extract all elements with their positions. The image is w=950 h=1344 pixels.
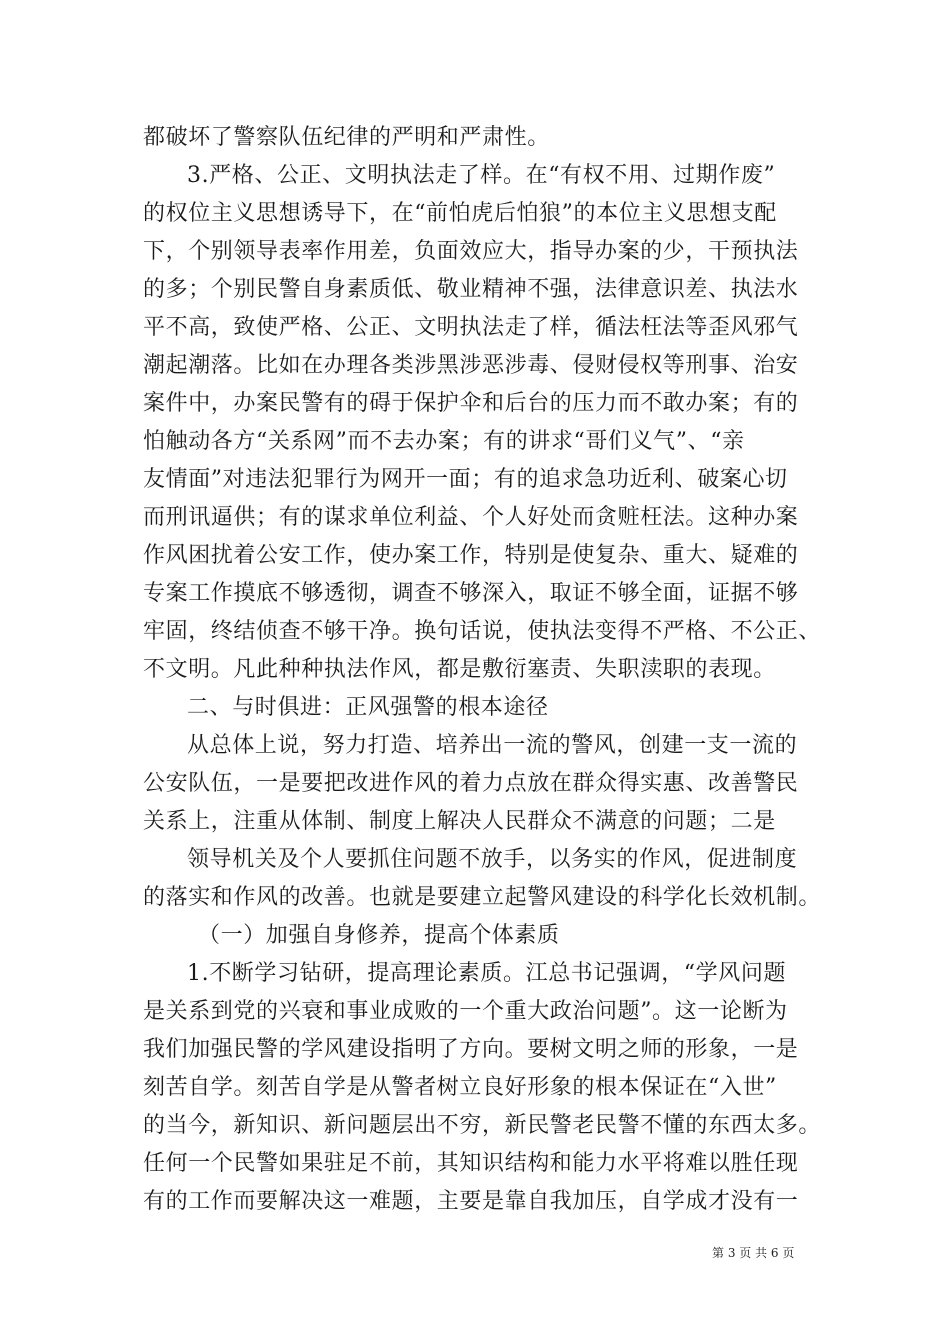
text-line: 不文明。凡此种种执法作风，都是敷衍塞责、失职渎职的表现。 <box>143 657 776 682</box>
text-line: 公安队伍，一是要把改进作风的着力点放在群众得实惠、改善警民 <box>143 771 799 796</box>
text-line: 的落实和作风的改善。也就是要建立起警风建设的科学化长效机制。 <box>143 885 822 910</box>
text-line: 的多；个别民警自身素质低、敬业精神不强，法律意识差、执法水 <box>143 277 799 302</box>
text-line: 友情面”对违法犯罪行为网开一面；有的追求急功近利、破案心切 <box>143 467 788 492</box>
text-line: 作风困扰着公安工作，使办案工作，特别是使复杂、重大、疑难的 <box>143 543 799 568</box>
text-line: 3.严格、公正、文明执法走了样。在“有权不用、过期作废” <box>187 163 776 188</box>
text-line: 牢固，终结侦查不够干净。换句话说，使执法变得不严格、不公正、 <box>143 619 822 644</box>
text-line: 关系上，注重从体制、制度上解决人民群众不满意的问题；二是 <box>143 809 776 834</box>
text-line: 有的工作而要解决这一难题，主要是靠自我加压，自学成才没有一 <box>143 1189 799 1214</box>
subsection-heading: （一）加强自身修养，提高个体素质 <box>198 923 560 948</box>
text-line: 我们加强民警的学风建设指明了方向。要树文明之师的形象，一是 <box>143 1037 799 1062</box>
text-line: 潮起潮落。比如在办理各类涉黑涉恶涉毒、侵财侵权等刑事、治安 <box>143 353 799 378</box>
text-line: 的当今，新知识、新问题层出不穷，新民警老民警不懂的东西太多。 <box>143 1113 822 1138</box>
text-line: 任何一个民警如果驻足不前，其知识结构和能力水平将难以胜任现 <box>143 1151 799 1176</box>
text-line: 从总体上说，努力打造、培养出一流的警风，创建一支一流的 <box>187 733 798 758</box>
text-line: 的权位主义思想诱导下，在“前怕虎后怕狼”的本位主义思想支配 <box>143 201 777 226</box>
text-line: 1.不断学习钻研，提高理论素质。江总书记强调，“学风问题 <box>187 961 787 986</box>
text-line: 是关系到党的兴衰和事业成败的一个重大政治问题”。这一论断为 <box>143 999 788 1024</box>
page-number: 第 3 页 共 6 页 <box>712 1246 795 1260</box>
text-line: 怕触动各方“关系网”而不去办案；有的讲求“哥们义气”、“亲 <box>143 429 745 454</box>
text-line: 刻苦自学。刻苦自学是从警者树立良好形象的根本保证在“入世” <box>143 1075 777 1100</box>
text-line: 下，个别领导表率作用差，负面效应大，指导办案的少，干预执法 <box>143 239 799 264</box>
text-line: 专案工作摸底不够透彻，调查不够深入，取证不够全面，证据不够 <box>143 581 799 606</box>
section-heading: 二、与时俱进：正风强警的根本途径 <box>187 695 549 720</box>
text-line: 都破坏了警察队伍纪律的严明和严肃性。 <box>143 125 550 150</box>
text-line: 平不高，致使严格、公正、文明执法走了样，循法枉法等歪风邪气 <box>143 315 799 340</box>
text-line: 领导机关及个人要抓住问题不放手，以务实的作风，促进制度 <box>187 847 798 872</box>
text-line: 案件中，办案民警有的碍于保护伞和后台的压力而不敢办案；有的 <box>143 391 799 416</box>
text-line: 而刑讯逼供；有的谋求单位利益、个人好处而贪赃枉法。这种办案 <box>143 505 799 530</box>
